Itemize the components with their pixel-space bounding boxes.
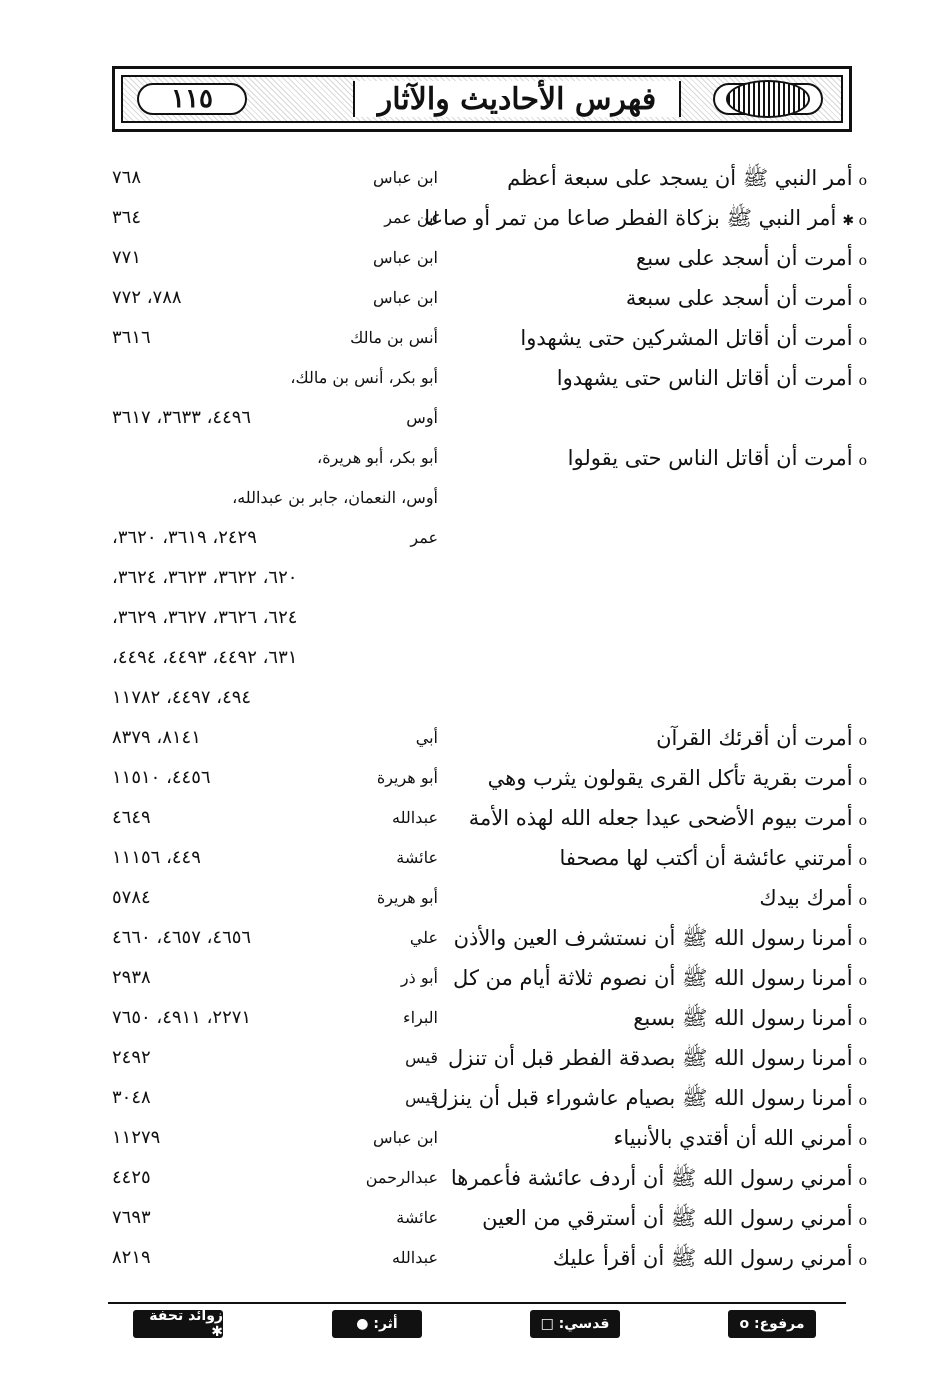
hadith-cell [568, 442, 867, 477]
hadith-cell [861, 562, 867, 597]
reference-numbers: ٢٤٢٩، ٣٦١٩، ٣٦٢٠، [112, 527, 257, 548]
narrator-cell: ابن عباس [373, 168, 438, 187]
table-row [0, 1042, 943, 1074]
table-row [0, 242, 943, 274]
hadith-text: أمرك بيدك [759, 886, 853, 910]
hadith-marker: o [858, 1173, 867, 1189]
hadith-text: أمرت أن أقرئك القرآن [656, 726, 853, 750]
hadith-marker: o [858, 1053, 867, 1069]
reference-numbers: ٧٦٩٣ [112, 1207, 151, 1228]
page-title: فهرس الأحاديث والآثار [353, 81, 681, 117]
hadith-text: أمرتني عائشة أن أكتب لها مصحفا [559, 846, 853, 870]
narrator-cell: أبو بكر، أنس بن مالك، [290, 368, 438, 387]
hadith-marker: o [858, 933, 867, 949]
page-header [112, 66, 852, 132]
hadith-cell [560, 842, 868, 877]
reference-numbers: ٤٤٩٦، ٣٦٣٣، ٣٦١٧ [112, 407, 252, 428]
narrator-cell: علي [409, 928, 438, 947]
table-row [0, 802, 943, 834]
hadith-marker: o [858, 893, 867, 909]
hadith-cell [424, 202, 867, 237]
narrator-cell: عمر [410, 528, 438, 547]
table-row [0, 202, 943, 234]
narrator-cell: قيس [405, 1088, 438, 1107]
hadith-marker: o [858, 733, 867, 749]
reference-numbers: ٢٤٩٢ [112, 1047, 151, 1068]
hadith-cell [759, 882, 867, 917]
reference-numbers: ٣٠٤٨ [112, 1087, 151, 1108]
hadith-marker: o ✱ [842, 213, 867, 229]
table-row [0, 362, 943, 394]
table-row [0, 962, 943, 994]
table-row [0, 1122, 943, 1154]
reference-numbers: ٦٢٠، ٣٦٢٢، ٣٦٢٣، ٣٦٢٤، [112, 567, 298, 588]
hadith-text: أمرني الله أن أقتدي بالأنبياء [613, 1126, 853, 1150]
table-row [0, 482, 943, 514]
hadith-marker: o [858, 773, 867, 789]
narrator-cell: ابن عمر [384, 208, 438, 227]
hadith-marker: o [858, 1253, 867, 1269]
reference-numbers: ١١٢٧٩ [112, 1127, 161, 1148]
table-row [0, 402, 943, 434]
hadith-cell [861, 642, 867, 677]
hadith-text: أمر النبي ﷺ أن يسجد على سبعة أعظم [507, 166, 853, 190]
reference-numbers: ٤٦٥٦، ٤٦٥٧، ٤٦٦٠ [112, 927, 252, 948]
narrator-cell: أوس، النعمان، جابر بن عبدالله، [232, 488, 438, 507]
narrator-cell: عائشة [396, 1208, 438, 1227]
table-row [0, 1162, 943, 1194]
table-row [0, 882, 943, 914]
hadith-marker: o [858, 1093, 867, 1109]
table-row [0, 762, 943, 794]
hadith-cell [633, 1002, 867, 1037]
hadith-text: أمرنا رسول الله ﷺ بصدقة الفطر قبل أن تنزل [447, 1046, 853, 1070]
hadith-text: أمرني رسول الله ﷺ أن أقرأ عليك [552, 1246, 853, 1270]
table-row [0, 842, 943, 874]
narrator-cell: البراء [403, 1008, 438, 1027]
hadith-cell [453, 962, 867, 997]
reference-numbers: ٨٢١٩ [112, 1247, 151, 1268]
hadith-text: أمرنا رسول الله ﷺ أن نستشرف العين والأذن [453, 926, 853, 950]
table-row [0, 642, 943, 674]
hadith-cell [626, 282, 867, 317]
hadith-cell [454, 922, 867, 957]
table-row [0, 682, 943, 714]
table-row [0, 1202, 943, 1234]
table-row [0, 442, 943, 474]
reference-numbers: ٧٧١ [112, 247, 142, 268]
narrator-cell: عائشة [396, 848, 438, 867]
hadith-text: أمرني رسول الله ﷺ أن أردف عائشة فأعمرها [450, 1166, 853, 1190]
hadith-cell [553, 1242, 867, 1277]
hadith-marker: o [858, 1013, 867, 1029]
table-row [0, 1002, 943, 1034]
hadith-marker: o [858, 253, 867, 269]
hadith-marker: o [858, 973, 867, 989]
hadith-text: أمرنا رسول الله ﷺ بسبع [633, 1006, 853, 1030]
table-row [0, 722, 943, 754]
narrator-cell: أبو بكر، أبو هريرة، [317, 448, 438, 467]
reference-numbers: ٤٤٥٦، ١١٥١٠ [112, 767, 211, 788]
reference-numbers: ٤٩٤، ٤٤٩٧، ١١٧٨٢ [112, 687, 252, 708]
reference-numbers: ٤٤٩، ١١١٥٦ [112, 847, 201, 868]
narrator-cell: أوس [406, 408, 438, 427]
hadith-marker: o [858, 1133, 867, 1149]
narrator-cell: ابن عباس [373, 288, 438, 307]
hadith-text: أمرنا رسول الله ﷺ بصيام عاشوراء قبل أن ينزل [433, 1086, 853, 1110]
header-ornament [121, 75, 843, 123]
hadith-cell [656, 722, 867, 757]
reference-numbers: ٥٧٨٤ [112, 887, 151, 908]
narrator-cell: أبو هريرة [376, 888, 438, 907]
reference-numbers: ٣٦٤ [112, 207, 142, 228]
legend-marfu: مرفوع: o [728, 1310, 816, 1338]
hadith-marker: o [858, 173, 867, 189]
hadith-cell [507, 162, 867, 197]
narrator-cell: قيس [405, 1048, 438, 1067]
hadith-marker: o [858, 293, 867, 309]
table-row [0, 322, 943, 354]
footer-divider [108, 1302, 846, 1304]
hadith-text: أمرني رسول الله ﷺ أن أسترقي من العين [482, 1206, 853, 1230]
narrator-cell: عبدالله [392, 1248, 438, 1267]
hadith-cell [488, 762, 867, 797]
hadith-marker: o [858, 373, 867, 389]
hadith-cell [520, 322, 867, 357]
reference-numbers: ٧٦٨ [112, 167, 142, 188]
table-row [0, 562, 943, 594]
page-number: ١١٥ [137, 83, 247, 115]
legend-athar: أثر: ● [332, 1310, 422, 1338]
hadith-text: أمرت بقرية تأكل القرى يقولون يثرب وهي [487, 766, 853, 790]
reference-numbers: ٦٢٤، ٣٦٢٦، ٣٦٢٧، ٣٦٢٩، [112, 607, 298, 628]
hadith-cell [861, 482, 867, 517]
hadith-cell [861, 522, 867, 557]
hadith-cell [557, 362, 867, 397]
legend-zawaid: زوائد تحفة ✱ [133, 1310, 223, 1338]
table-row [0, 1082, 943, 1114]
narrator-cell: أبو هريرة [376, 768, 438, 787]
reference-numbers: ٢٩٣٨ [112, 967, 151, 988]
hadith-cell [433, 1082, 867, 1117]
hadith-cell [451, 1162, 867, 1197]
hadith-marker: o [858, 333, 867, 349]
book-seal [713, 83, 823, 115]
seal-icon [726, 80, 810, 118]
hadith-marker: o [858, 1213, 867, 1229]
table-row [0, 522, 943, 554]
hadith-marker: o [858, 853, 867, 869]
reference-numbers: ٤٦٤٩ [112, 807, 151, 828]
reference-numbers: ٨١٤١، ٨٣٧٩ [112, 727, 201, 748]
hadith-cell [861, 682, 867, 717]
reference-numbers: ٤٤٢٥ [112, 1167, 151, 1188]
hadith-text: أمرت أن أقاتل المشركين حتى يشهدوا [520, 326, 853, 350]
reference-numbers: ٣٦١٦ [112, 327, 151, 348]
narrator-cell: ابن عباس [373, 1128, 438, 1147]
hadith-text: أمرت أن أسجد على سبعة [625, 286, 853, 310]
hadith-cell [636, 242, 867, 277]
narrator-cell: أبو ذر [400, 968, 438, 987]
reference-numbers: ٦٣١، ٤٤٩٢، ٤٤٩٣، ٤٤٩٤، [112, 647, 298, 668]
hadith-cell [469, 802, 867, 837]
hadith-cell [448, 1042, 867, 1077]
table-row [0, 602, 943, 634]
table-row [0, 282, 943, 314]
hadith-text: أمرنا رسول الله ﷺ أن نصوم ثلاثة أيام من كل [453, 966, 853, 990]
table-row [0, 1242, 943, 1274]
hadith-cell [861, 602, 867, 637]
table-row [0, 922, 943, 954]
legend-qudsi: قدسي: □ [530, 1310, 620, 1338]
hadith-text: أمرت أن أسجد على سبع [636, 246, 853, 270]
narrator-cell: عبدالرحمن [365, 1168, 438, 1187]
reference-numbers: ٧٨٨، ٧٧٢ [112, 287, 182, 308]
hadith-text: أمرت أن أقاتل الناس حتى يشهدوا [556, 366, 853, 390]
hadith-marker: o [858, 453, 867, 469]
narrator-cell: أنس بن مالك [350, 328, 438, 347]
narrator-cell: عبدالله [392, 808, 438, 827]
narrator-cell: ابن عباس [373, 248, 438, 267]
hadith-cell [861, 402, 867, 437]
hadith-cell [613, 1122, 867, 1157]
hadith-text: أمرت أن أقاتل الناس حتى يقولوا [567, 446, 853, 470]
hadith-text: أمر النبي ﷺ بزكاة الفطر صاعا من تمر أو صاعا [424, 206, 837, 230]
hadith-marker: o [858, 813, 867, 829]
narrator-cell: أبي [415, 728, 438, 747]
hadith-cell [482, 1202, 867, 1237]
table-row [0, 162, 943, 194]
hadith-text: أمرت بيوم الأضحى عيدا جعله الله لهذه الأمة [468, 806, 853, 830]
reference-numbers: ٢٢٧١، ٤٩١١، ٧٦٥٠ [112, 1007, 252, 1028]
